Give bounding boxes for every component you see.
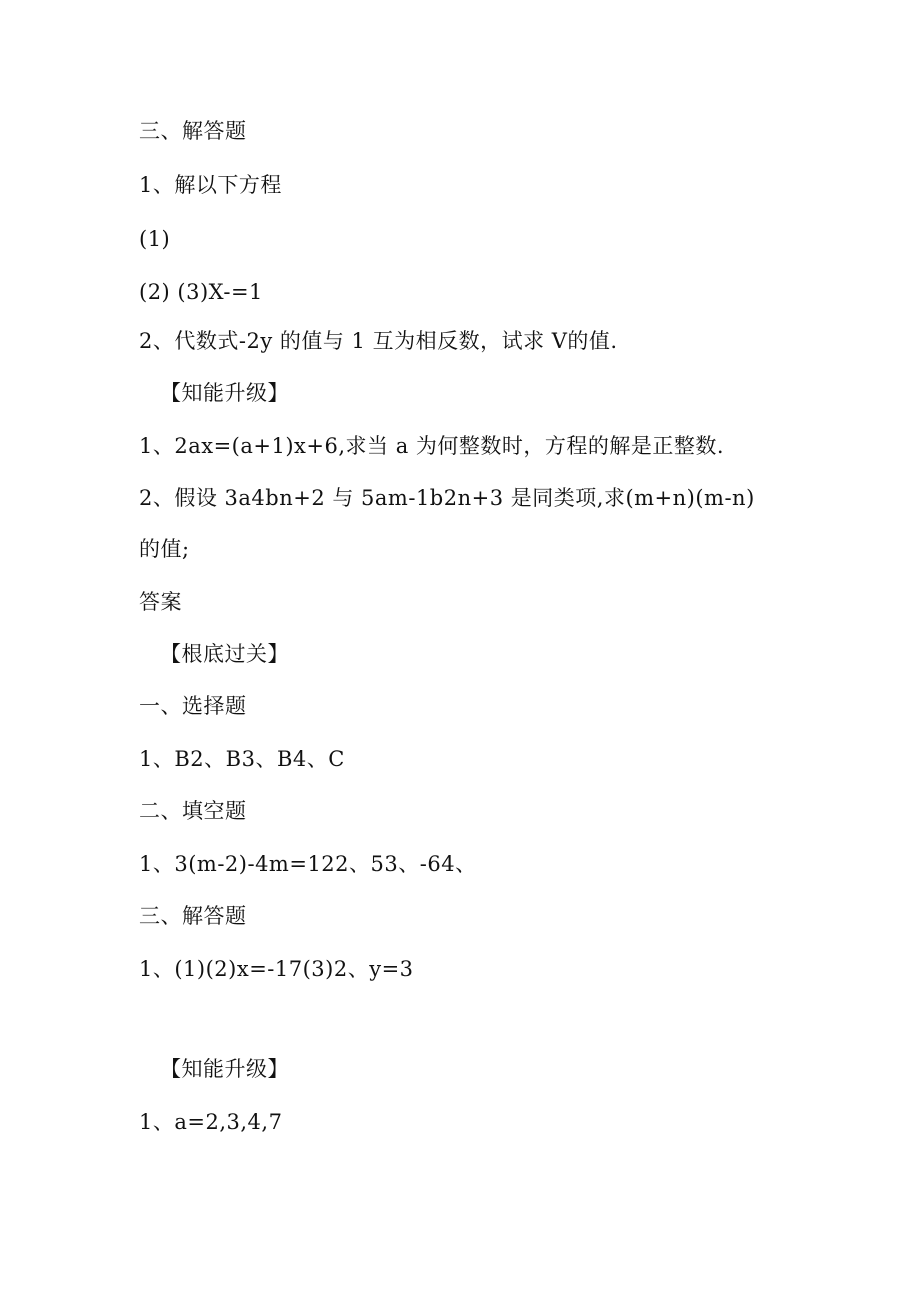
- answer-line: 1、a=2,3,4,7: [139, 1110, 283, 1134]
- question-line: 1、解以下方程: [139, 173, 282, 197]
- section-heading-solve-answers: 三、解答题: [139, 904, 247, 928]
- question-line: (2) (3)X-=1: [139, 280, 263, 304]
- question-line: 的值;: [139, 537, 190, 561]
- answer-line: 1、B2、B3、B4、C: [139, 747, 345, 771]
- section-heading-choice: 一、选择题: [139, 694, 247, 718]
- question-line: 2、假设 3a4bn+2 与 5am-1b2n+3 是同类项,求(m+n)(m-n): [139, 486, 755, 510]
- section-heading-upgrade-answers: 【知能升级】: [160, 1057, 289, 1081]
- question-line: 2、代数式-2y 的值与 1 互为相反数，试求 V的值.: [139, 329, 618, 353]
- section-heading-fill: 二、填空题: [139, 799, 247, 823]
- answer-line: 1、3(m-2)-4m=122、53、-64、: [139, 852, 477, 876]
- section-heading-basics: 【根底过关】: [160, 642, 289, 666]
- answer-heading: 答案: [139, 590, 182, 614]
- question-line: (1): [139, 227, 171, 251]
- answer-line: 1、(1)(2)x=-17(3)2、y=3: [139, 957, 414, 981]
- section-heading-solve: 三、解答题: [139, 119, 247, 143]
- question-line: 1、2ax=(a+1)x+6,求当 a 为何整数时，方程的解是正整数.: [139, 434, 725, 458]
- section-heading-upgrade: 【知能升级】: [160, 381, 289, 405]
